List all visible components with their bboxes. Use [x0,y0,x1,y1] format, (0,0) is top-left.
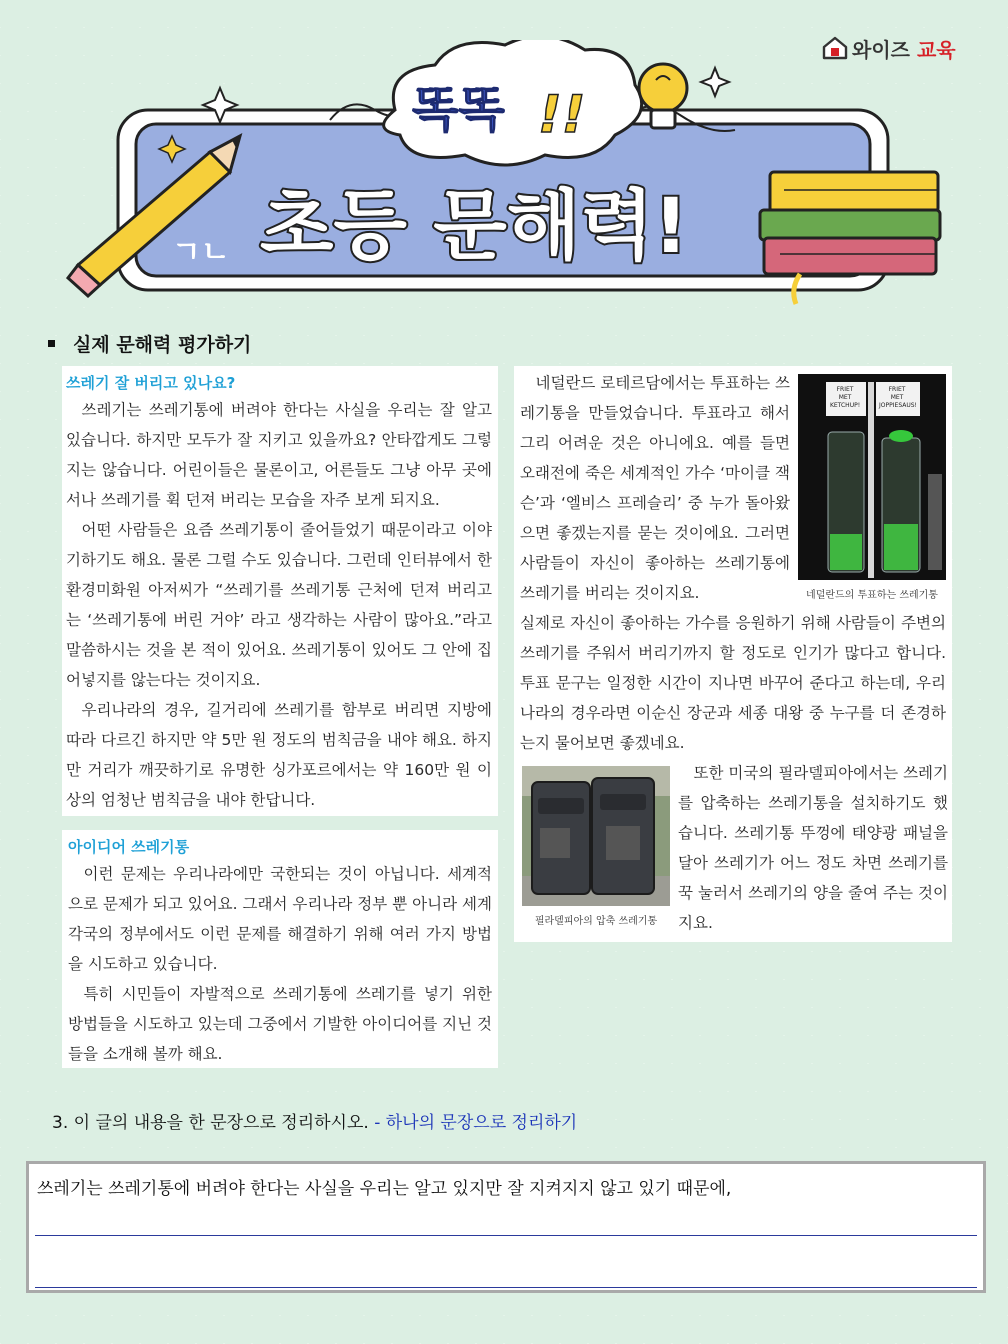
paragraph: 이런 문제는 우리나라에만 국한되는 것이 아닙니다. 세계적으로 문제가 되고 있어요. 그래서 우리나라 정부 뿐 아니라 세계 각국의 정부에서도 이런 문제를 해결하기 위해 여러 가지 방법을 시도하고 있습니다. [68,865,492,973]
question-hint: - 하나의 문장으로 정리하기 [368,1113,578,1133]
answer-line [35,1287,977,1288]
answer-box[interactable] [26,1161,986,1293]
sign-right-line: FRIET [888,386,906,393]
sign-right-line: JOPPIESAUS! [879,402,917,409]
sign-left-line: KETCHUP! [829,402,861,409]
article-body-right-mid [520,608,946,758]
paragraph: 우리나라의 경우, 길거리에 쓰레기를 함부로 버리면 지방에 따라 다르긴 하지만 약 5만 원 정도의 범칙금을 내야 해요. 하지만 거리가 깨끗하기로 유명한 싱가포르에서는 약 160만 원 이상의 엄청난 범칙금을 내야 한답니다. [66,701,492,809]
article-panel-left-2 [62,830,498,1068]
bullet-icon [48,340,55,347]
paragraph: 또한 미국의 필라델피아에서는 쓰레기를 압축하는 쓰레기통을 설치하기도 했습니다. 쓰레기통 뚜껑에 태양광 패널을 달아 쓰레기가 어느 정도 차면 쓰레기를 꾹 눌러서 쓰레기의 양을 줄여 주는 것이지요. [678,764,948,932]
section-heading [48,330,251,357]
sign-left-line: MET [838,394,852,401]
banner-title: 초등 문해력! [260,181,689,270]
question [52,1108,577,1133]
compactor-bin-image [522,766,670,906]
paragraph: 네덜란드 로테르담에서는 투표하는 쓰레기통을 만들었습니다. 투표라고 해서 그리 어려운 것은 아니에요. 예를 들면 오래전에 죽은 세계적인 가수 ‘마이클 잭슨’과 ‘엘비스 프레슬리’ 중 누가 돌아왔으면 좋겠는지를 묻는 것이에요. 그러면 사람들이 자신이 좋아하는 쓰레기통에 쓰레기를 버리는 것이지요. [520,374,790,602]
banner-top-mark: !! [538,85,586,145]
paragraph: 특히 시민들이 자발적으로 쓰레기통에 쓰레기를 넣기 위한 방법들을 시도하고 있는데 그중에서 기발한 아이디어를 지닌 것들을 소개해 볼까 해요. [68,985,492,1063]
photo2-caption: 필라델피아의 압축 쓰레기통 [534,916,658,927]
voting-bin-photo [798,374,946,580]
paragraph: 어떤 사람들은 요즘 쓰레기통이 줄어들었기 때문이라고 이야기하기도 해요. 물론 그럴 수도 있습니다. 그런데 인터뷰에서 한 환경미화원 아저씨가 “쓰레기를 쓰레기통 근처에 던져 버리고는 ‘쓰레기통에 버린 거야’ 라고 생각하는 사람이 많아요.”라고 말씀하시는 것을 본 적이 있어요. 쓰레기통이 있어도 그 안에 집어넣지를 않는다는 것이지요. [66,521,492,689]
subhead-trash: 쓰레기 잘 버리고 있나요? [66,374,236,392]
answer-line [35,1235,977,1236]
article-panel-right [514,366,952,942]
article-panel-left-1 [62,366,498,816]
banner-top-word: 똑똑 [412,82,505,138]
banner-pencil-letters: ㄱㄴ [172,235,230,270]
article-body-right-bottom [678,758,948,938]
article-body-1 [66,395,492,815]
article-body-2 [68,859,492,1069]
question-text: 3. 이 글의 내용을 한 문장으로 정리하시오. [52,1113,369,1133]
article-body-right-top [520,368,790,608]
section-heading-label: 실제 문해력 평가하기 [73,334,252,356]
logo-brand: 와이즈 [852,37,910,62]
sign-left-line: FRIET [836,386,854,393]
photo1-caption: 네덜란드의 투표하는 쓰레기통 [806,590,938,601]
answer-text[interactable]: 쓰레기는 쓰레기통에 버려야 한다는 사실을 우리는 알고 있지만 잘 지켜지지 않고 있기 때문에, [37,1179,732,1199]
title-banner [60,37,950,310]
compactor-bin-photo [522,766,670,906]
voting-bin-image [798,374,946,580]
paragraph: 실제로 자신이 좋아하는 가수를 응원하기 위해 사람들이 주변의 쓰레기를 주워서 버리기까지 할 정도로 인기가 많다고 합니다. 투표 문구는 일정한 시간이 지나면 바꾸어 준다고 하는데, 우리나라의 경우라면 이순신 장군과 세종 대왕 중 누구를 더 존경하는지 물어보면 좋겠네요. [520,614,946,752]
paragraph: 쓰레기는 쓰레기통에 버려야 한다는 사실을 우리는 잘 알고 있습니다. 하지만 모두가 잘 지키고 있을까요? 안타깝게도 그렇지는 않습니다. 어린이들은 물론이고, 어른들도 그냥 아무 곳에서나 쓰레기를 휙 던져 버리는 모습을 자주 보게 되지요. [66,401,492,509]
subhead-idea-bin: 아이디어 쓰레기통 [68,838,190,856]
sign-right-line: MET [890,394,904,401]
logo-suffix: 교육 [916,37,956,62]
